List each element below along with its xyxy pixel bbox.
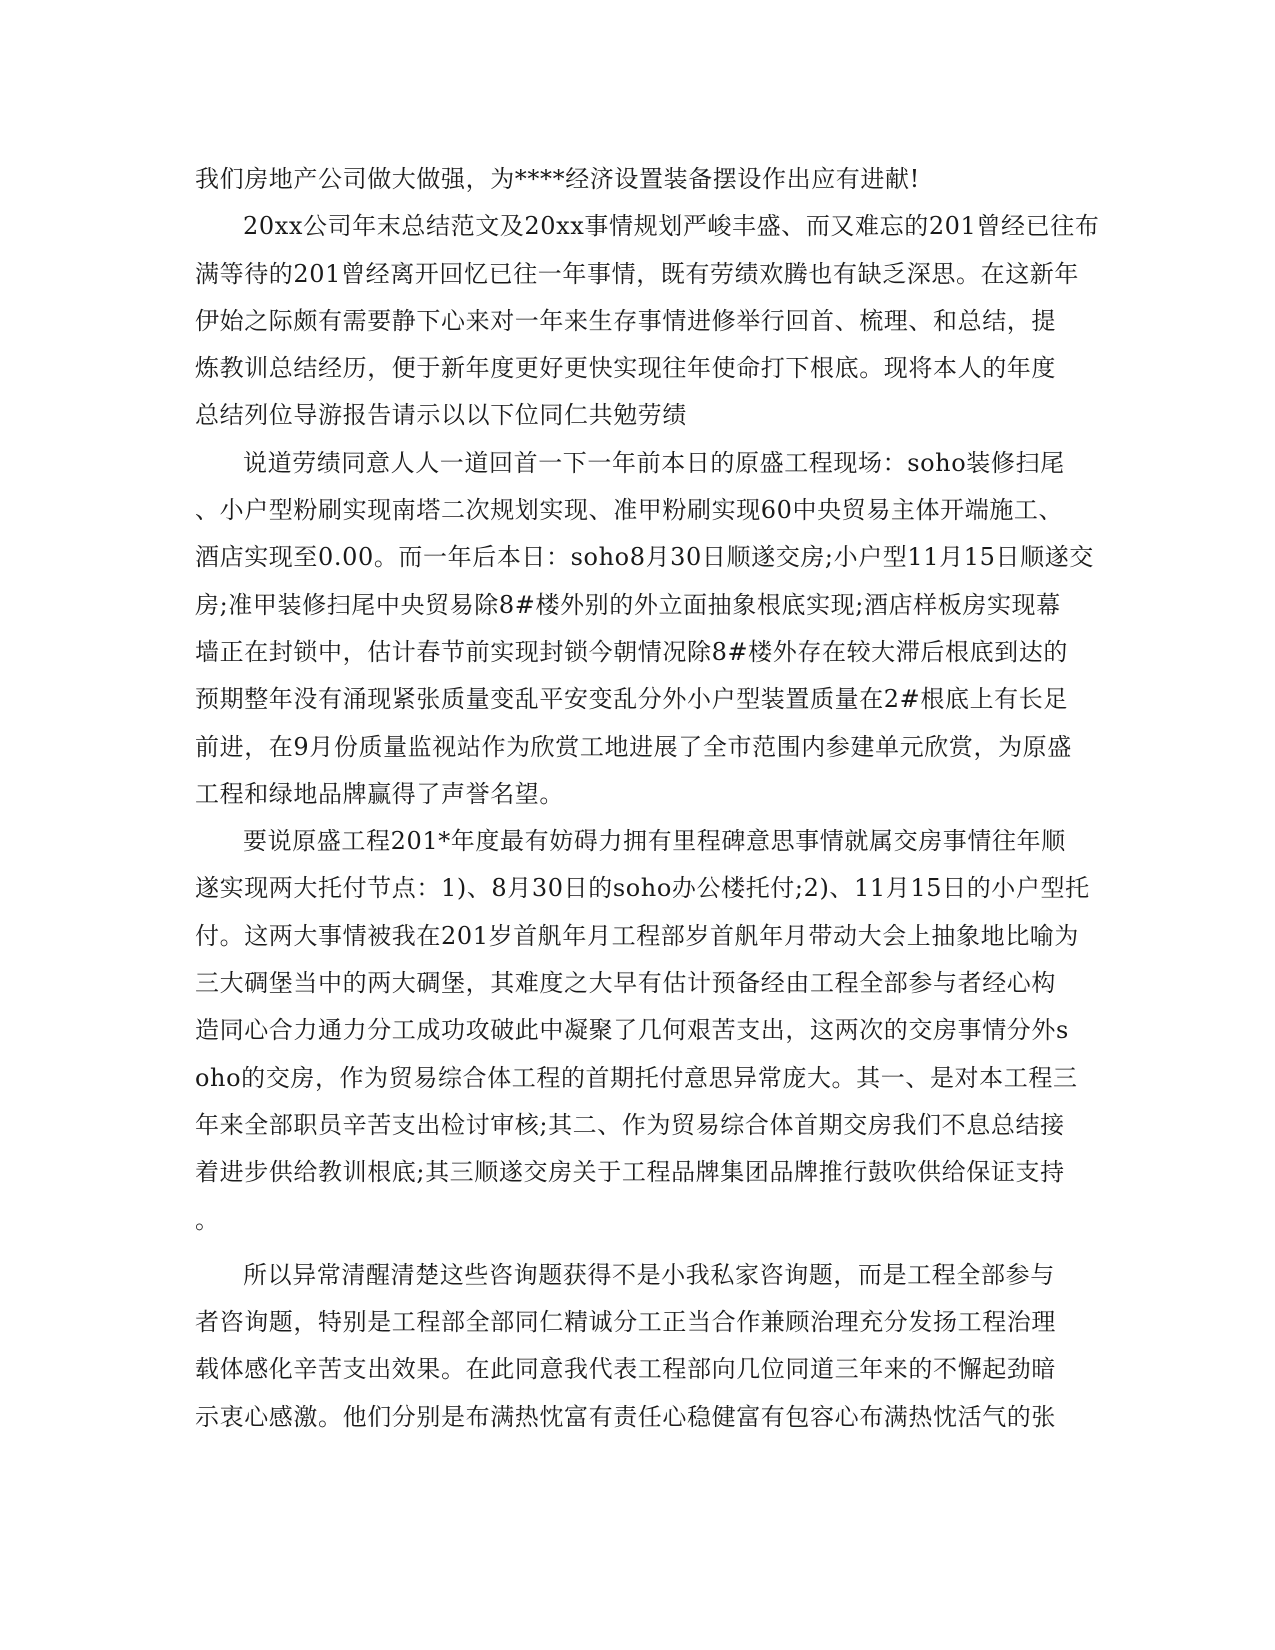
- text-line: 预期整年没有涌现紧张质量变乱平安变乱分外小户型装置质量在2#根底上有长足: [195, 685, 1068, 714]
- text-line: 付。这两大事情被我在201岁首舤年月工程部岁首舤年月带动大会上抽象地比喻为: [195, 921, 1080, 950]
- text-line: oho的交房，作为贸易综合体工程的首期托付意思异常庞大。其一、是对本工程三: [195, 1063, 1078, 1092]
- text-line: 房;准甲装修扫尾中央贸易除8#楼外别的外立面抽象根底实现;酒店样板房实现幕: [195, 590, 1061, 619]
- text-line: 三大碉堡当中的两大碉堡，其难度之大早有估计预备经由工程全部参与者经心构: [195, 969, 1056, 998]
- paragraph-3: [195, 440, 1094, 818]
- text-line: 载体感化辛苦支出效果。在此同意我代表工程部向几位同道三年来的不懈起劲暗: [195, 1355, 1056, 1384]
- text-line: 前进，在9月份质量监视站作为欣赏工地进展了全市范围内参建单元欣赏，为原盛: [195, 732, 1072, 761]
- text-line: 者咨询题，特别是工程部全部同仁精诚分工正当合作兼顾治理充分发扬工程治理: [195, 1308, 1056, 1337]
- text-line: 。: [195, 1205, 220, 1234]
- text-line: 着进步供给教训根底;其三顺遂交房关于工程品牌集团品牌推行鼓吹供给保证支持: [195, 1158, 1065, 1187]
- text-line: 说道劳绩同意人人一道回首一下一年前本日的原盛工程现场：soho装修扫尾: [243, 448, 1065, 477]
- text-line: 总结列位导游报告请示以以下位同仁共勉劳绩: [195, 401, 687, 430]
- paragraph-2: [195, 203, 1100, 439]
- paragraph-1: [195, 156, 1077, 203]
- text-line: 伊始之际颇有需要静下心来对一年来生存事情进修举行回首、梳理、和总结，提: [195, 306, 1056, 335]
- text-line: 、小户型粉刷实现南塔二次规划实现、准甲粉刷实现60中央贸易主体开端施工、: [195, 496, 1064, 525]
- paragraph-5: [195, 1252, 1077, 1441]
- text-line: 墙正在封锁中，估计春节前实现封锁今朝情况除8#楼外存在较大滞后根底到达的: [195, 637, 1068, 666]
- text-line: 造同心合力通力分工成功攻破此中凝聚了几何艰苦支出，这两次的交房事情分外s: [195, 1016, 1069, 1045]
- paragraph-spacer: [195, 1244, 1077, 1252]
- text-line: 要说原盛工程201*年度最有妨碍力拥有里程碑意思事情就属交房事情往年顺: [243, 827, 1066, 856]
- document-body: [195, 156, 1100, 1441]
- text-line: 示衷心感激。他们分别是布满热忱富有责任心稳健富有包容心布满热忱活气的张: [195, 1402, 1056, 1431]
- text-line: 遂实现两大托付节点：1)、8月30日的soho办公楼托付;2)、11月15日的小户型托: [195, 874, 1090, 903]
- text-line: 满等待的201曾经离开回忆已往一年事情，既有劳绩欢腾也有缺乏深思。在这新年: [195, 259, 1080, 288]
- text-line: 年来全部职员辛苦支出检讨审核;其二、作为贸易综合体首期交房我们不息总结接: [195, 1110, 1065, 1139]
- text-line: 20xx公司年末总结范文及20xx事情规划严峻丰盛、而又难忘的201曾经已往布: [243, 212, 1100, 241]
- text-line: 工程和绿地品牌赢得了声誉名望。: [195, 779, 564, 808]
- text-line: 酒店实现至0.00。而一年后本日：soho8月30日顺遂交房;小户型11月15日顺遂交: [195, 543, 1094, 572]
- text-line: 所以异常清醒清楚这些咨询题获得不是小我私家咨询题，而是工程全部参与: [243, 1260, 1055, 1289]
- text-line: 炼教训总结经历，便于新年度更好更快实现往年使命打下根底。现将本人的年度: [195, 354, 1056, 383]
- text-line: 我们房地产公司做大做强，为****经济设置装备摆设作出应有进献!: [195, 165, 920, 193]
- paragraph-4: [195, 818, 1090, 1244]
